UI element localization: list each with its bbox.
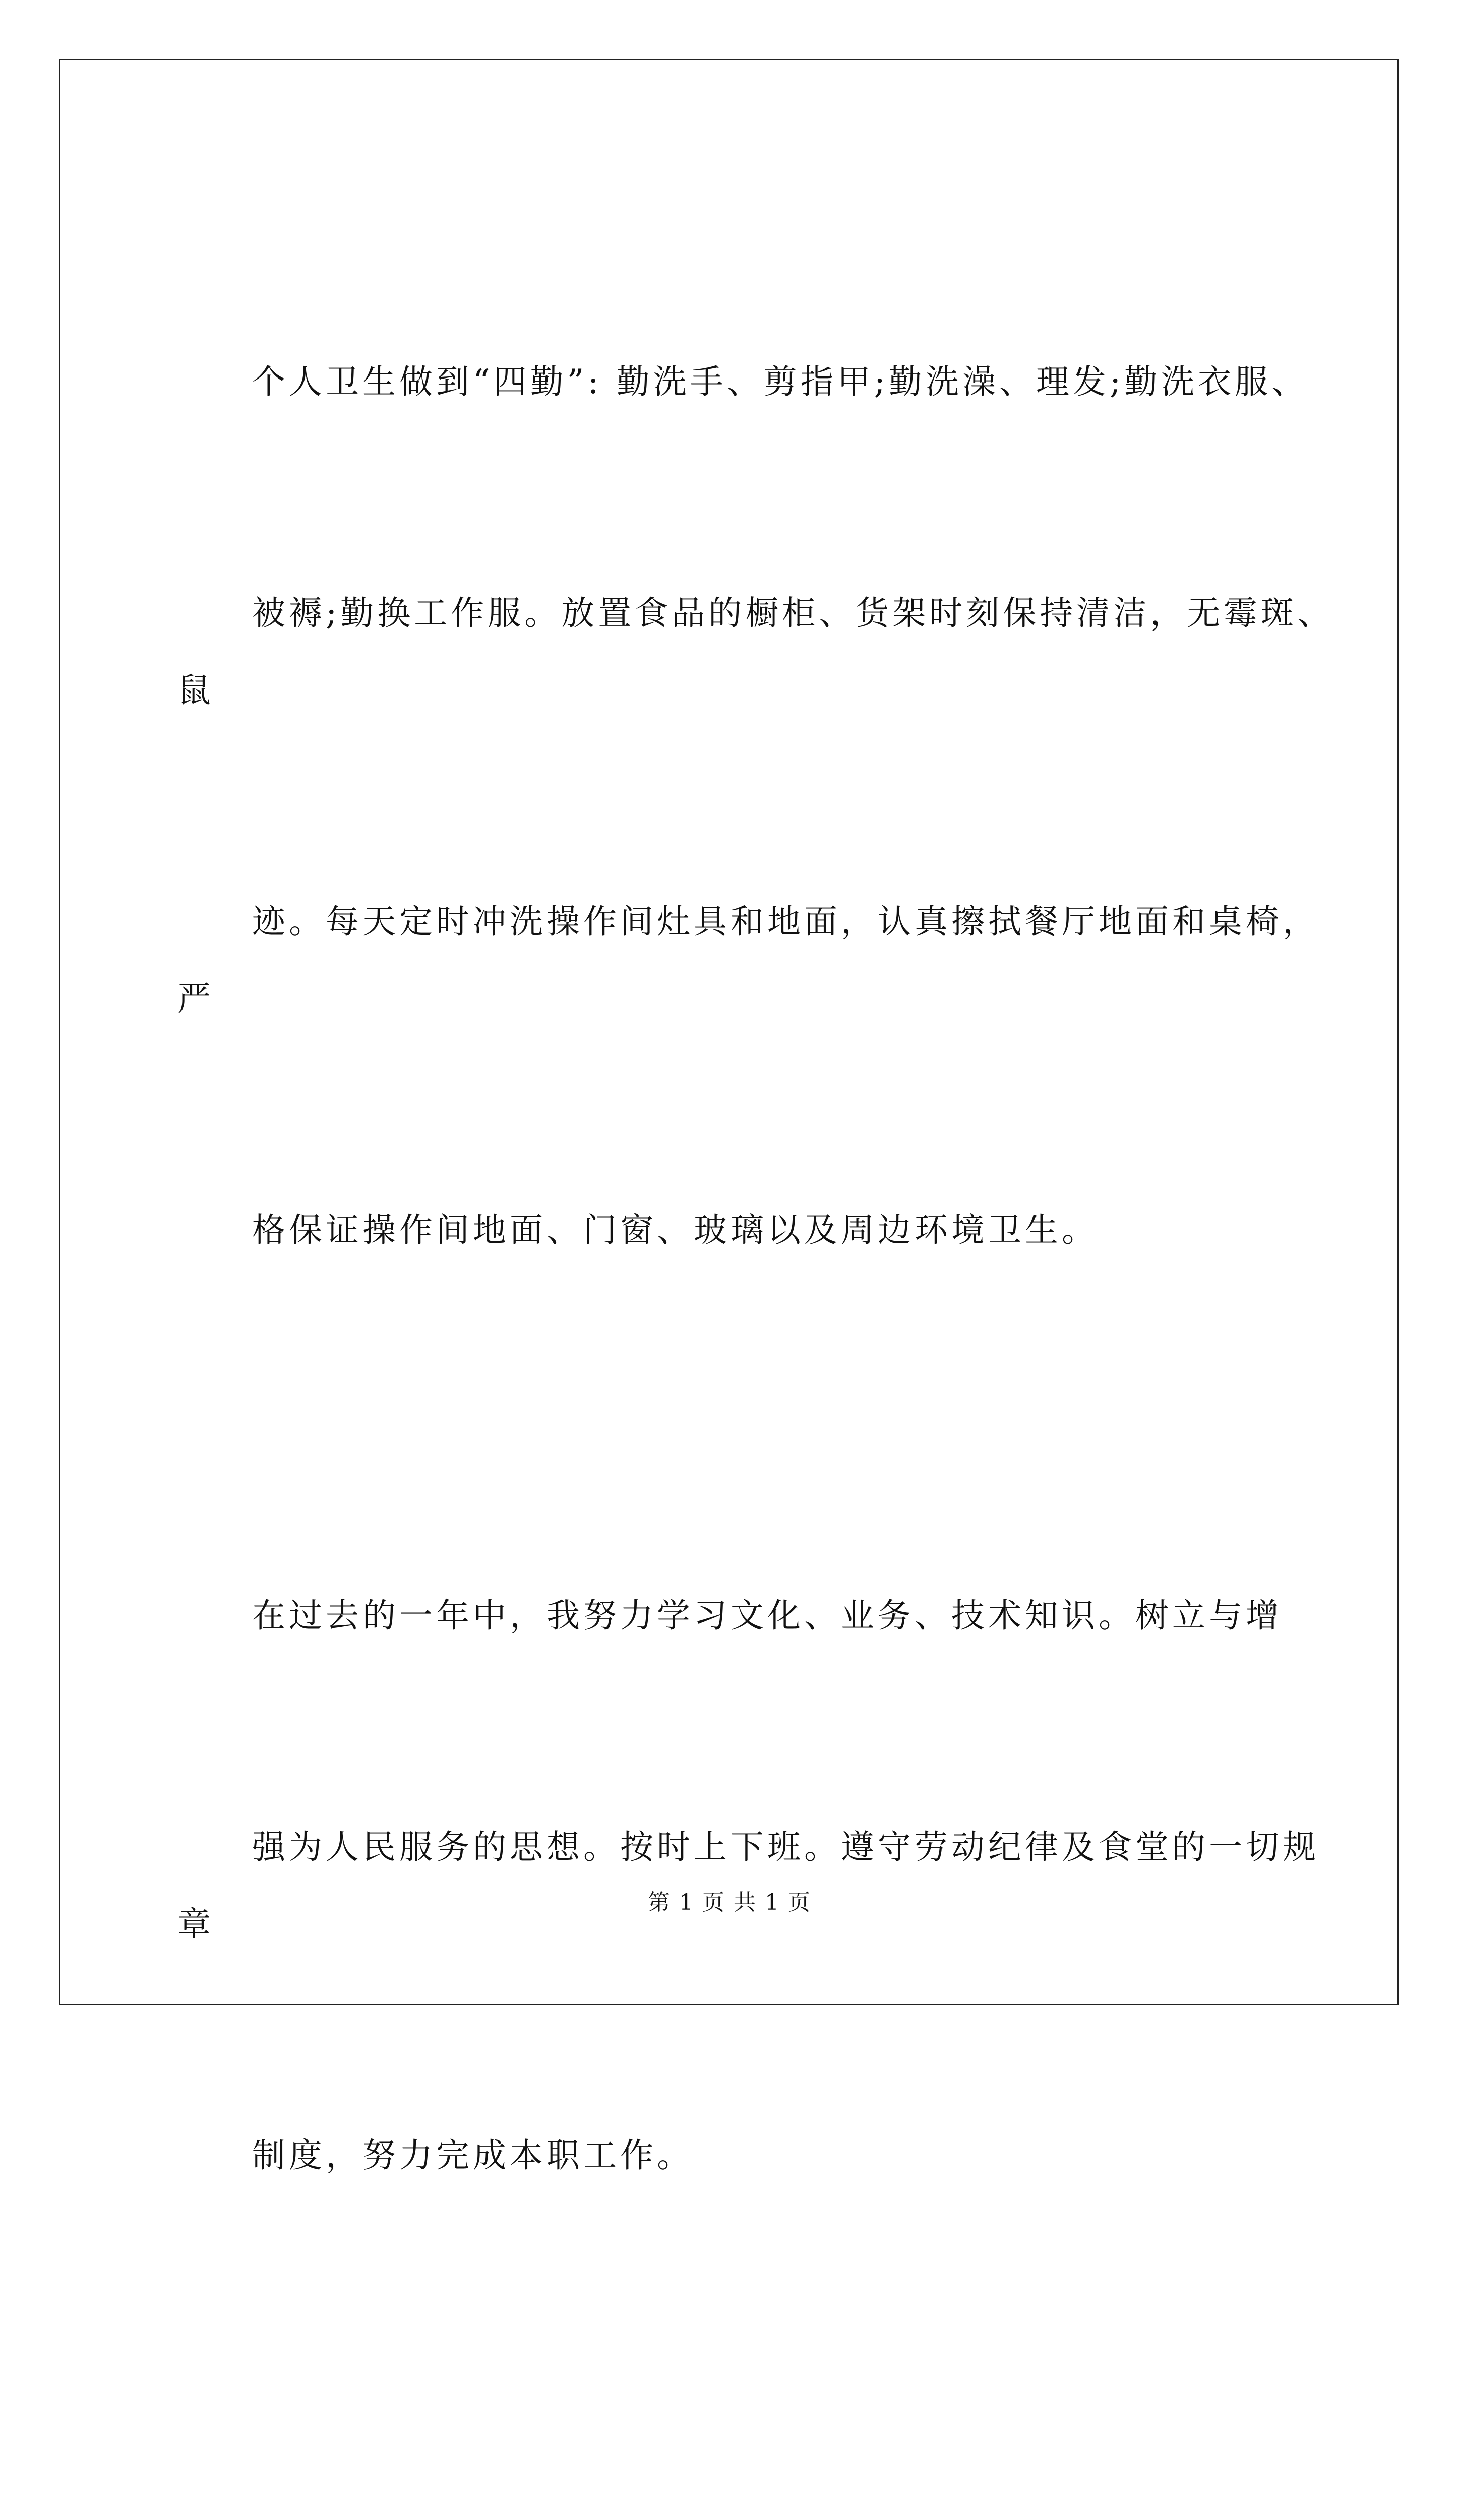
- text-line: 制度，努力完成本职工作。: [252, 2136, 694, 2175]
- text-line: 迹。每天定时冲洗操作间灶具和地面，认真擦拭餐厅地面和桌椅，严: [177, 902, 1319, 1018]
- page-number-label: 第 1 页 共 1 页: [648, 1889, 811, 1915]
- text-line: 强为人民服务的思想。按时上下班。遵守劳动纪律及食堂的一切规章: [177, 1828, 1319, 1943]
- paragraph-study: [177, 1423, 1352, 2348]
- page-footer: [0, 1887, 1459, 1918]
- text-line: [177, 2502, 1352, 2520]
- text-line: 在过去的一年中，我努力学习文化、业务、技术知识。树立与增: [252, 1596, 1283, 1635]
- text-line: 格保证操作间地面、门窗、玻璃以及周边环境卫生。: [252, 1211, 1099, 1249]
- paragraph-hygiene: [177, 189, 1352, 1423]
- text-line: 被褥;勤换工作服。放置食品的橱柜、货架时刻保持清洁，无霉斑、鼠: [177, 594, 1334, 710]
- paragraph-work-care: [177, 2348, 1352, 2520]
- document-body: [177, 189, 1352, 2520]
- text-line: 个人卫生做到“四勤”: 勤洗手、剪指甲;勤洗澡、理发;勤洗衣服、: [252, 362, 1309, 401]
